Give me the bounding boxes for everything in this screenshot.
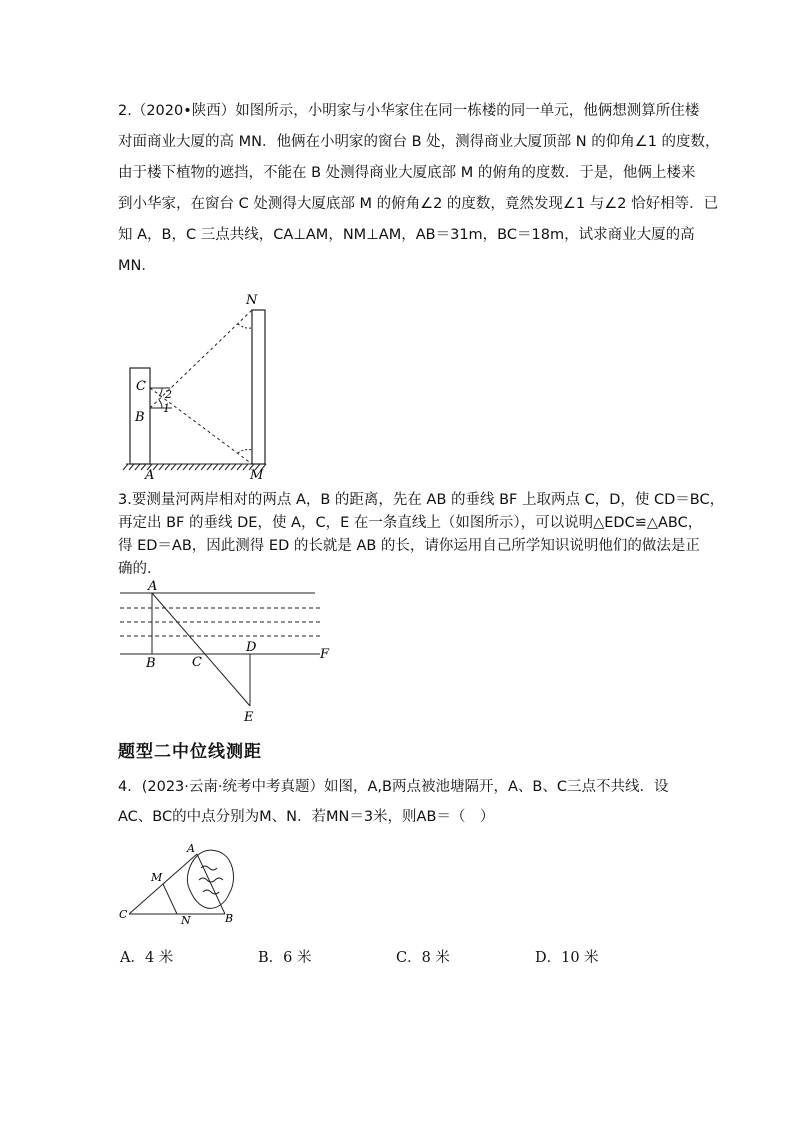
segment-mn <box>163 884 177 914</box>
pond-outline <box>187 850 233 908</box>
label-a: A <box>148 579 158 594</box>
label-e: E <box>244 710 254 725</box>
hatch-mark <box>135 464 140 470</box>
section-heading: 题型二中位线测距 <box>118 742 262 762</box>
label-b: B <box>146 656 156 671</box>
hatch-mark <box>171 464 176 470</box>
problem-3-line-1: 3.要测量河两岸相对的两点 A，B 的距离，先在 AB 的垂线 BF 上取两点 C，D，使 CD＝BC， <box>118 492 725 508</box>
hatch-mark <box>183 464 188 470</box>
label-m: M <box>151 871 163 884</box>
option-d: D．10 米 <box>535 950 599 966</box>
hatch-mark <box>123 464 128 470</box>
hatch-mark <box>159 464 164 470</box>
label-angle-2: 2 <box>165 388 172 401</box>
pond-squiggle-3 <box>203 890 219 894</box>
label-m: M <box>250 468 264 483</box>
right-building <box>252 310 265 464</box>
hatch-mark <box>231 464 236 470</box>
segment-ae <box>152 593 250 706</box>
problem-2-line-6: MN． <box>118 258 156 274</box>
building-figure <box>120 290 290 490</box>
option-b: B．6 米 <box>258 950 312 966</box>
pond-figure <box>115 838 245 928</box>
label-angle-1: 1 <box>163 402 170 415</box>
problem-2-line-3: 由于楼下植物的遮挡，不能在 B 处测得商业大厦底部 M 的俯角的度数．于是，他俩上楼来 <box>118 165 696 181</box>
angle-1-arc <box>159 400 162 408</box>
hatch-mark <box>177 464 182 470</box>
problem-3-line-4: 确的． <box>118 561 162 577</box>
problem-2-line-2: 对面商业大厦的高 MN．他俩在小明家的窗台 B 处，测得商业大厦顶部 N 的仰角∠1 的度数， <box>118 134 720 150</box>
problem-2-line-5: 知 A，B，C 三点共线，CA⊥AM，NM⊥AM，AB＝31m，BC＝18m，试求商业大厦的高 <box>118 227 695 243</box>
label-a: A <box>187 842 195 855</box>
option-c: C．8 米 <box>396 950 450 966</box>
hatch-mark <box>165 464 170 470</box>
label-n: N <box>181 914 191 927</box>
problem-4-line-2: AC、BC的中点分别为M、N．若MN＝3米，则AB＝（ ） <box>118 809 495 825</box>
label-n: N <box>246 293 258 308</box>
river-figure <box>115 578 340 728</box>
label-b: B <box>135 410 145 425</box>
hatch-mark <box>237 464 242 470</box>
label-a: A <box>145 468 155 483</box>
right-angle-at-m <box>238 449 252 453</box>
label-b: B <box>225 912 234 925</box>
problem-3-line-3: 得 ED＝AB，因此测得 ED 的长就是 AB 的长，请你运用自己所学知识说明他们的做法是正 <box>118 538 700 554</box>
label-c: C <box>119 908 128 921</box>
hatch-mark <box>243 464 248 470</box>
label-f: F <box>320 647 330 662</box>
pond-squiggle-2 <box>199 878 223 882</box>
problem-2-line-1: 2.（2020•陕西）如图所示，小明家与小华家住在同一栋楼的同一单元，他俩想测算所住楼 <box>118 103 700 119</box>
hatch-mark <box>129 464 134 470</box>
hatch-mark <box>189 464 194 470</box>
hatch-mark <box>213 464 218 470</box>
hatch-mark <box>195 464 200 470</box>
hatch-mark <box>207 464 212 470</box>
label-c: C <box>192 655 202 670</box>
option-a: A．4 米 <box>120 950 174 966</box>
right-angle-at-n <box>238 324 252 328</box>
problem-2-line-4: 到小华家，在窗台 C 处测得大厦底部 M 的俯角∠2 的度数，竟然发现∠1 与∠2 恰好相等．已 <box>118 196 719 212</box>
hatch-mark <box>201 464 206 470</box>
problem-3-line-2: 再定出 BF 的垂线 DE，使 A，C，E 在一条直线上（如图所示），可以说明△EDC≌△ABC， <box>118 515 703 531</box>
hatch-mark <box>225 464 230 470</box>
hatch-mark <box>219 464 224 470</box>
angle-2-arc <box>159 388 162 396</box>
problem-4-line-1: 4．(2023·云南·统考中考真题）如图，A,B两点被池塘隔开，A、B、C三点不共线．设 <box>118 779 669 795</box>
label-d: D <box>246 640 257 655</box>
label-c: C <box>136 379 146 394</box>
